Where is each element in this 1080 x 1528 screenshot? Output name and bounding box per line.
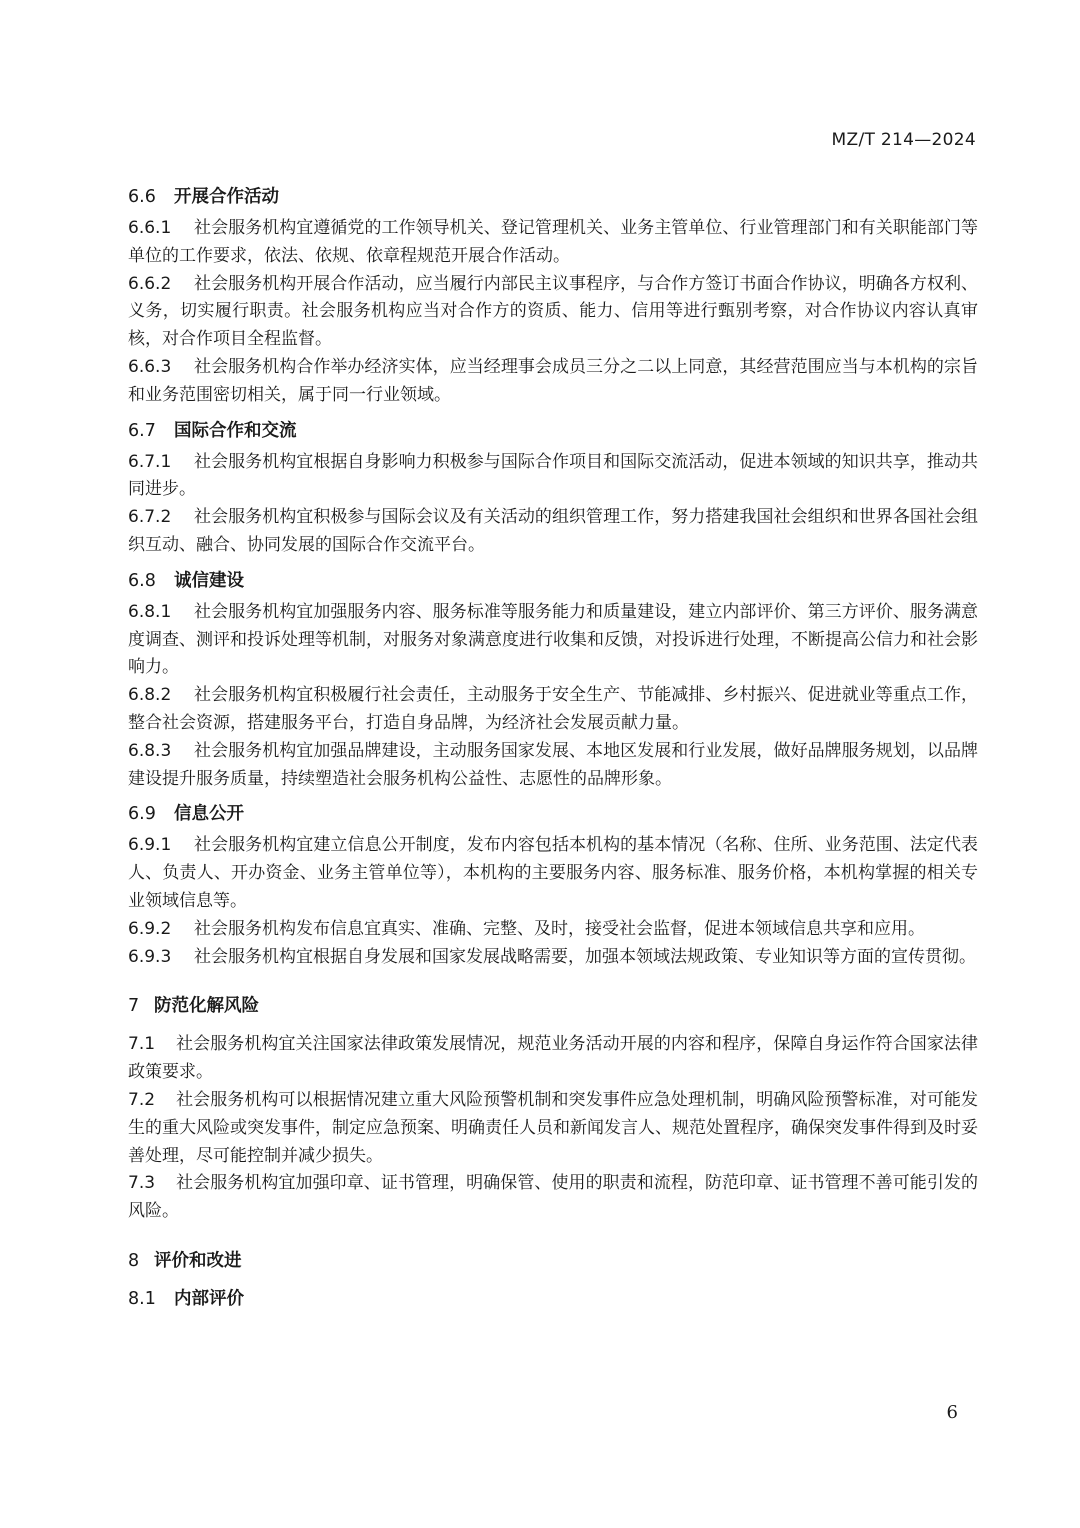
clause-paragraph (128, 738, 978, 794)
clause-number: 6.9.3 (128, 946, 172, 967)
clause-number: 6.9.2 (128, 918, 172, 939)
section-title: 国际合作和交流 (174, 420, 297, 441)
clause-paragraph (128, 504, 978, 560)
clause-number: 7.1 (128, 1034, 156, 1055)
clause-paragraph (128, 599, 978, 682)
clause-paragraph (128, 916, 978, 944)
clause-number: 6.7.2 (128, 507, 172, 528)
clause-text: 社会服务机构合作举办经济实体，应当经理事会成员三分之二以上同意，其经营范围应当与本机构的宗旨和业务范围密切相关，属于同一行业领域。 (128, 356, 978, 405)
clause-paragraph (128, 215, 978, 271)
section-heading (128, 1286, 978, 1312)
clause-paragraph (128, 1087, 978, 1170)
clause-text: 社会服务机构宜积极履行社会责任，主动服务于安全生产、节能减排、乡村振兴、促进就业等重点工作，整合社会资源，搭建服务平台，打造自身品牌，为经济社会发展贡献力量。 (128, 685, 978, 733)
clause-number: 6.9.1 (128, 835, 172, 856)
section-title: 信息公开 (174, 804, 244, 825)
standard-code: MZ/T 214—2024 (831, 130, 976, 150)
clause-number: 7.3 (128, 1173, 156, 1194)
chapter-title: 防范化解风险 (154, 996, 259, 1017)
chapter-number: 7 (128, 996, 140, 1017)
clause-paragraph (128, 1031, 978, 1087)
clause-text: 社会服务机构开展合作活动，应当履行内部民主议事程序，与合作方签订书面合作协议，明确各方权利、义务，切实履行职责。社会服务机构应当对合作方的资质、能力、信用等进行甄别考察，对合作协议内容认真审核，对合作项目全程监督。 (128, 273, 978, 350)
section-number: 6.6 (128, 187, 156, 207)
clause-text: 社会服务机构宜建立信息公开制度，发布内容包括本机构的基本情况（名称、住所、业务范围、法定代表人、负责人、开办资金、业务主管单位等），本机构的主要服务内容、服务标准、服务价格，本机构掌握的相关专业领域信息等。 (128, 835, 978, 911)
section-title: 内部评价 (174, 1288, 244, 1309)
clause-text: 社会服务机构宜加强服务内容、服务标准等服务能力和质量建设，建立内部评价、第三方评价、服务满意度调查、测评和投诉处理等机制，对服务对象满意度进行收集和反馈，对投诉进行处理，不断提高公信力和社会影响力。 (128, 601, 978, 678)
clause-text: 社会服务机构宜加强印章、证书管理，明确保管、使用的职责和流程，防范印章、证书管理不善可能引发的风险。 (128, 1173, 978, 1222)
clause-number: 6.6.2 (128, 273, 172, 294)
clause-paragraph (128, 832, 978, 915)
clause-number: 6.8.2 (128, 685, 172, 706)
clause-paragraph (128, 449, 978, 505)
section-heading (128, 568, 978, 594)
clause-paragraph (128, 682, 978, 738)
clause-paragraph (128, 271, 978, 354)
section-number: 6.7 (128, 420, 156, 441)
clause-text: 社会服务机构宜积极参与国际会议及有关活动的组织管理工作，努力搭建我国社会组织和世界各国社会组织互动、融合、协同发展的国际合作交流平台。 (128, 507, 978, 555)
page-number: 6 (946, 1402, 958, 1423)
clause-number: 6.7.1 (128, 451, 172, 472)
clause-text: 社会服务机构宜根据自身发展和国家发展战略需要，加强本领域法规政策、专业知识等方面的宣传贯彻。 (194, 946, 976, 967)
clause-number: 6.6.3 (128, 356, 172, 377)
clause-number: 6.6.1 (128, 218, 172, 238)
section-heading (128, 418, 978, 444)
section-number: 6.8 (128, 570, 156, 591)
clause-text: 社会服务机构可以根据情况建立重大风险预警机制和突发事件应急处理机制，明确风险预警标准，对可能发生的重大风险或突发事件，制定应急预案、明确责任人员和新闻发言人、规范处置程序，确保突发事件得到及时妥善处理，尽可能控制并减少损失。 (128, 1089, 978, 1166)
clause-paragraph (128, 354, 978, 410)
chapter-number: 8 (128, 1250, 140, 1271)
section-title: 诚信建设 (174, 570, 244, 591)
section-title: 开展合作活动 (174, 187, 279, 207)
chapter-heading (128, 1248, 978, 1274)
clause-number: 7.2 (128, 1089, 156, 1110)
section-heading (128, 184, 978, 210)
clause-number: 6.8.3 (128, 740, 172, 761)
clause-text: 社会服务机构发布信息宜真实、准确、完整、及时，接受社会监督，促进本领域信息共享和应用。 (194, 918, 925, 939)
clause-text: 社会服务机构宜加强品牌建设，主动服务国家发展、本地区发展和行业发展，做好品牌服务规划，以品牌建设提升服务质量，持续塑造社会服务机构公益性、志愿性的品牌形象。 (128, 740, 978, 789)
chapter-heading (128, 993, 978, 1019)
section-number: 8.1 (128, 1288, 156, 1309)
clause-paragraph (128, 1170, 978, 1226)
chapter-title: 评价和改进 (154, 1250, 242, 1271)
section-heading (128, 801, 978, 827)
clause-text: 社会服务机构宜遵循党的工作领导机关、登记管理机关、业务主管单位、行业管理部门和有关职能部门等单位的工作要求，依法、依规、依章程规范开展合作活动。 (128, 218, 978, 266)
clause-text: 社会服务机构宜根据自身影响力积极参与国际合作项目和国际交流活动，促进本领域的知识共享，推动共同进步。 (128, 451, 978, 500)
document-body (128, 176, 978, 1317)
clause-number: 6.8.1 (128, 601, 172, 622)
section-number: 6.9 (128, 804, 156, 825)
clause-paragraph (128, 944, 978, 972)
clause-text: 社会服务机构宜关注国家法律政策发展情况，规范业务活动开展的内容和程序，保障自身运作符合国家法律政策要求。 (128, 1034, 978, 1083)
